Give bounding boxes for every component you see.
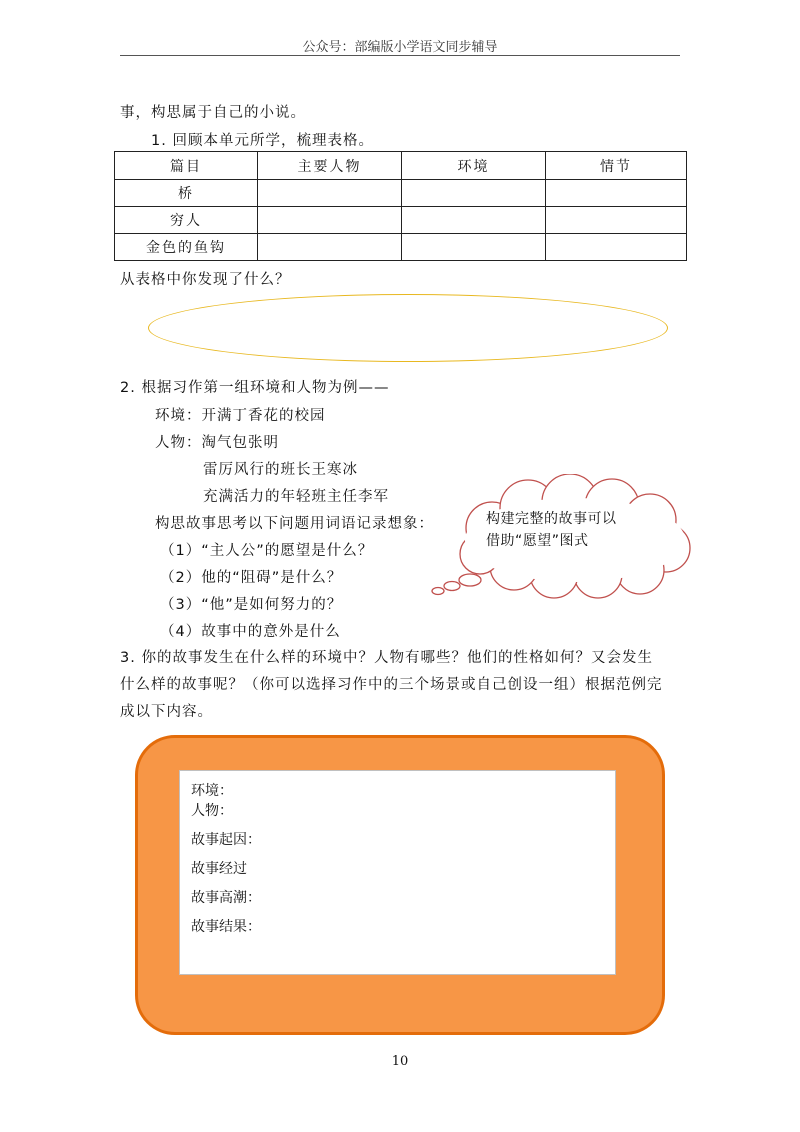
q2-character-2: 雷厉风行的班长王寒冰 [203, 462, 358, 478]
table-cell-blank[interactable] [546, 207, 687, 234]
table-row [115, 180, 687, 207]
table-row [115, 207, 687, 234]
form-development-label: 故事经过 [191, 861, 247, 877]
table-cell-blank[interactable] [402, 207, 546, 234]
q2-question-1: （1）“主人公”的愿望是什么？ [160, 543, 374, 559]
q1-prompt: 从表格中你发现了什么？ [120, 272, 291, 288]
q2-environment: 环境：开满丁香花的校园 [155, 408, 326, 424]
form-climax-label: 故事高潮： [191, 890, 261, 906]
q3-line-3: 成以下内容。 [120, 704, 213, 720]
form-environment-label: 环境： [191, 783, 233, 799]
q2-heading: 2. 根据习作第一组环境和人物为例—— [120, 380, 390, 396]
table-cell-blank[interactable] [546, 180, 687, 207]
cloud-tip-line-2: 借助“愿望”图式 [486, 533, 589, 549]
page-header: 公众号：部编版小学语文同步辅导 [302, 40, 498, 55]
table-cell-blank[interactable] [258, 180, 402, 207]
q3-line-2: 什么样的故事呢？（你可以选择习作中的三个场景或自己创设一组）根据范例完 [120, 677, 663, 693]
review-table [114, 151, 687, 261]
table-cell-title: 穷人 [115, 207, 258, 234]
intro-line: 事，构思属于自己的小说。 [120, 105, 306, 121]
table-cell-blank[interactable] [402, 234, 546, 261]
table-cell-blank[interactable] [258, 234, 402, 261]
table-header-cell: 环境 [402, 152, 546, 180]
form-beginning-label: 故事起因： [191, 832, 261, 848]
q1-heading: 1. 回顾本单元所学，梳理表格。 [151, 133, 374, 149]
q2-question-2: （2）他的“阻碍”是什么？ [160, 570, 343, 586]
table-cell-title: 金色的鱼钩 [115, 234, 258, 261]
page-number: 10 [391, 1054, 409, 1069]
table-cell-title: 桥 [115, 180, 258, 207]
table-header-cell: 篇目 [115, 152, 258, 180]
table-cell-blank[interactable] [258, 207, 402, 234]
q2-question-3: （3）“他”是如何努力的？ [160, 597, 343, 613]
header-divider [120, 55, 680, 56]
form-ending-label: 故事结果： [191, 919, 261, 935]
cloud-tip [486, 508, 656, 552]
table-header-cell: 主要人物 [258, 152, 402, 180]
q2-question-4: （4）故事中的意外是什么 [160, 624, 341, 640]
table-cell-blank[interactable] [546, 234, 687, 261]
q2-instruction: 构思故事思考以下问题用词语记录想象： [155, 516, 434, 532]
table-row [115, 234, 687, 261]
form-characters-label: 人物： [191, 803, 233, 819]
table-cell-blank[interactable] [402, 180, 546, 207]
q2-characters: 人物：淘气包张明 [155, 435, 279, 451]
q2-character-3: 充满活力的年轻班主任李军 [203, 489, 389, 505]
cloud-tip-line-1: 构建完整的故事可以 [486, 511, 617, 527]
table-header-row [115, 152, 687, 180]
q3-line-1: 3. 你的故事发生在什么样的环境中？人物有哪些？他们的性格如何？又会发生 [120, 650, 653, 666]
answer-oval[interactable] [148, 294, 668, 362]
table-header-cell: 情节 [546, 152, 687, 180]
